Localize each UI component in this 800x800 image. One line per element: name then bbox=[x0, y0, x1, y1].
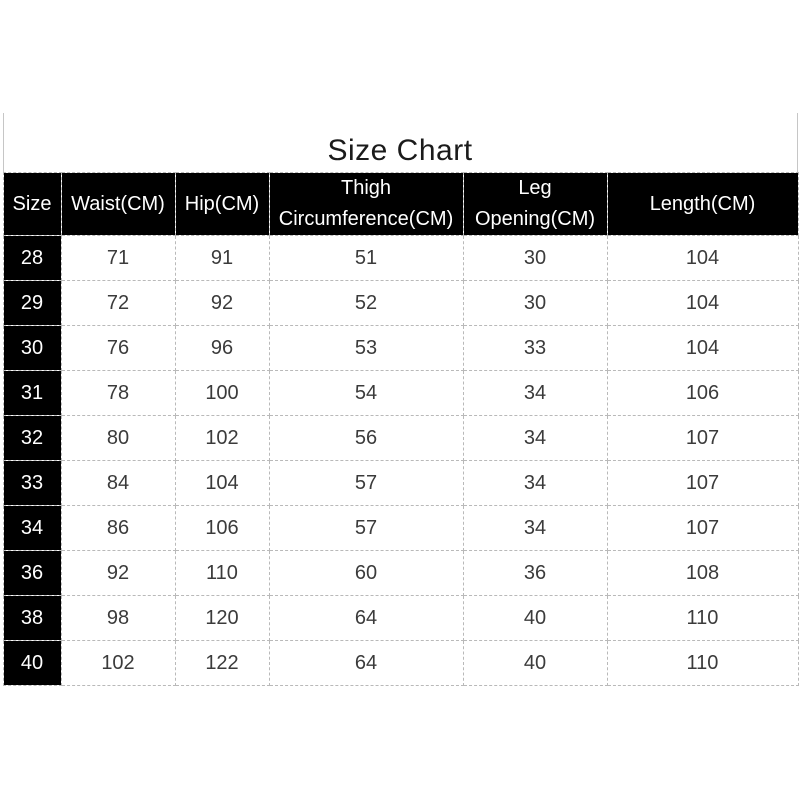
size-cell: 40 bbox=[3, 641, 61, 686]
column-header: Size bbox=[3, 173, 61, 236]
table-cell: 107 bbox=[607, 416, 798, 461]
table-cell: 57 bbox=[269, 506, 463, 551]
table-cell: 52 bbox=[269, 281, 463, 326]
size-chart-panel bbox=[3, 113, 798, 686]
table-cell: 60 bbox=[269, 551, 463, 596]
table-cell: 34 bbox=[463, 506, 607, 551]
table-cell: 34 bbox=[463, 461, 607, 506]
table-row bbox=[3, 506, 798, 551]
table-cell: 91 bbox=[175, 236, 269, 281]
table-cell: 120 bbox=[175, 596, 269, 641]
table-cell: 106 bbox=[607, 371, 798, 416]
table-cell: 108 bbox=[607, 551, 798, 596]
table-row bbox=[3, 596, 798, 641]
table-row bbox=[3, 371, 798, 416]
table-row bbox=[3, 416, 798, 461]
size-cell: 33 bbox=[3, 461, 61, 506]
table-cell: 104 bbox=[607, 281, 798, 326]
column-header: Waist(CM) bbox=[61, 173, 175, 236]
size-cell: 32 bbox=[3, 416, 61, 461]
table-row bbox=[3, 236, 798, 281]
header-row bbox=[3, 173, 798, 236]
table-cell: 40 bbox=[463, 641, 607, 686]
title-area bbox=[3, 113, 798, 172]
table-row bbox=[3, 551, 798, 596]
table-cell: 122 bbox=[175, 641, 269, 686]
column-header: Hip(CM) bbox=[175, 173, 269, 236]
table-cell: 106 bbox=[175, 506, 269, 551]
table-cell: 104 bbox=[607, 236, 798, 281]
table-cell: 98 bbox=[61, 596, 175, 641]
table-cell: 110 bbox=[607, 596, 798, 641]
table-cell: 96 bbox=[175, 326, 269, 371]
table-cell: 110 bbox=[175, 551, 269, 596]
table-cell: 72 bbox=[61, 281, 175, 326]
size-cell: 38 bbox=[3, 596, 61, 641]
column-header: Leg Opening(CM) bbox=[463, 173, 607, 236]
table-cell: 92 bbox=[175, 281, 269, 326]
table-cell: 104 bbox=[607, 326, 798, 371]
table-row bbox=[3, 326, 798, 371]
table-row bbox=[3, 641, 798, 686]
chart-title: Size Chart bbox=[327, 134, 473, 167]
table-body bbox=[3, 236, 798, 686]
table-cell: 84 bbox=[61, 461, 175, 506]
table-cell: 71 bbox=[61, 236, 175, 281]
table-cell: 80 bbox=[61, 416, 175, 461]
size-cell: 34 bbox=[3, 506, 61, 551]
size-cell: 28 bbox=[3, 236, 61, 281]
table-cell: 34 bbox=[463, 416, 607, 461]
table-cell: 100 bbox=[175, 371, 269, 416]
table-row bbox=[3, 461, 798, 506]
table-cell: 57 bbox=[269, 461, 463, 506]
table-cell: 30 bbox=[463, 236, 607, 281]
size-cell: 31 bbox=[3, 371, 61, 416]
table-cell: 54 bbox=[269, 371, 463, 416]
size-chart-table bbox=[3, 172, 799, 686]
table-cell: 107 bbox=[607, 506, 798, 551]
table-cell: 64 bbox=[269, 641, 463, 686]
table-cell: 102 bbox=[175, 416, 269, 461]
table-cell: 40 bbox=[463, 596, 607, 641]
table-cell: 86 bbox=[61, 506, 175, 551]
table-cell: 56 bbox=[269, 416, 463, 461]
table-row bbox=[3, 281, 798, 326]
size-cell: 36 bbox=[3, 551, 61, 596]
table-cell: 107 bbox=[607, 461, 798, 506]
table-cell: 78 bbox=[61, 371, 175, 416]
table-cell: 92 bbox=[61, 551, 175, 596]
size-cell: 29 bbox=[3, 281, 61, 326]
table-cell: 51 bbox=[269, 236, 463, 281]
table-cell: 34 bbox=[463, 371, 607, 416]
table-cell: 53 bbox=[269, 326, 463, 371]
table-cell: 110 bbox=[607, 641, 798, 686]
size-cell: 30 bbox=[3, 326, 61, 371]
table-cell: 64 bbox=[269, 596, 463, 641]
column-header: Thigh Circumference(CM) bbox=[269, 173, 463, 236]
table-cell: 36 bbox=[463, 551, 607, 596]
table-cell: 104 bbox=[175, 461, 269, 506]
table-cell: 30 bbox=[463, 281, 607, 326]
column-header: Length(CM) bbox=[607, 173, 798, 236]
table-cell: 102 bbox=[61, 641, 175, 686]
table-head bbox=[3, 173, 798, 236]
table-cell: 76 bbox=[61, 326, 175, 371]
table-cell: 33 bbox=[463, 326, 607, 371]
